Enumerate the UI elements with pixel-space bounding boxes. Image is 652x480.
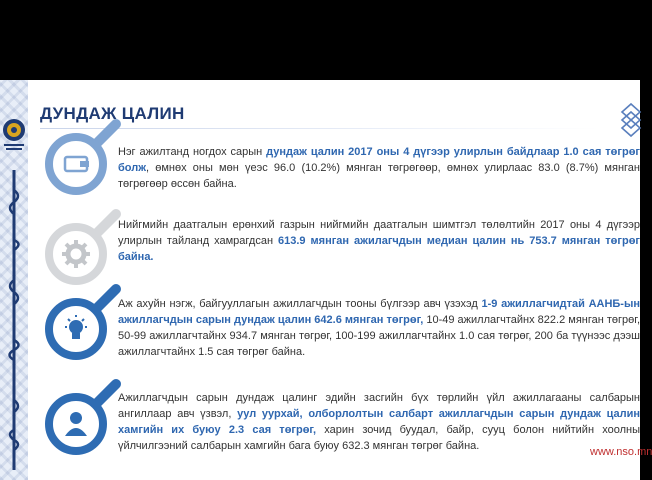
slide: [0, 80, 652, 480]
wage-paragraph-1: [118, 144, 640, 192]
highlight-text: 1-9 ажиллагчидтай ААНБ-ын ажиллагчдын сарын дундаж цалин 642.6 мянган төгрөг,: [118, 298, 641, 326]
website-link[interactable]: www.nso.mn: [590, 446, 652, 458]
highlight-text: дундаж цалин 2017 оны 4 дүгээр улирлын байдлаар 1.0 сая төгрөг болж: [118, 146, 640, 174]
body-text: Нийгмийн даатгалын ерөнхий газрын нийгмийн даатгалын шимтгэл төлөлтийн 2017 оны 4 дүгээр улирлын тайланд хамрагдсан: [118, 219, 640, 247]
title-underline: [40, 128, 600, 129]
body-text: харин зочид буудал, байр, сууц болон нийтийн хоолны үйлчилгээний салбарын хамгийн бага буюу 632.3 мянган төгрөг байна.: [118, 424, 640, 452]
body-text: , өмнөх оны мөн үеэс 96.0 (10.2%) мянган төгрөгөөр, өмнөх улирлаас 83.0 (8.7%) мянган төгрөгөөр өссөн байна.: [118, 162, 640, 190]
highlight-text: уул уурхай, олборлолтын салбарт ажиллагчдын сарын дундаж цалин хамгийн их буюу 2.3 сая төгрөг,: [118, 408, 640, 436]
slide-title: ДУНДАЖ ЦАЛИН: [40, 104, 185, 123]
gear-icon: [40, 210, 122, 288]
emblem-logo: [0, 114, 28, 154]
lightbulb-icon: [40, 285, 122, 363]
person-icon: [40, 380, 122, 458]
wage-paragraph-2: [118, 217, 640, 265]
highlight-text: 613.9 мянган ажилагчдын медиан цалин нь 753.7 мянган төгрөг байна.: [118, 235, 640, 263]
body-text: Ажиллагчдын сарын дундаж цалинг эдийн засгийн бүх төрлийн үйл ажиллагааны салбарын ангиллаар авч үзвэл,: [118, 392, 640, 420]
vertical-script-decoration: [2, 170, 26, 470]
wage-paragraph-4: [118, 390, 640, 454]
endless-knot-ornament: [618, 102, 644, 138]
body-text: Аж ахуйн нэгж, байгууллагын ажиллагчдын тооны бүлгээр авч үзэхэд: [118, 298, 482, 310]
wallet-icon: [40, 120, 122, 198]
body-text: 10-49 ажиллагчтайнх 822.2 мянган төгрөг, 50-99 ажиллагчтайнх 934.7 мянган төгрөг, 100-199 ажиллагчтайнх 1.0 сая төгрөг, 200 ба түүнээс дээш ажиллагчтайнх 1.5 сая төгрөг байна.: [118, 314, 641, 358]
left-decorative-band: [0, 80, 28, 480]
body-text: Нэг ажилтанд ногдох сарын: [118, 146, 267, 158]
wage-paragraph-3: [118, 296, 640, 360]
